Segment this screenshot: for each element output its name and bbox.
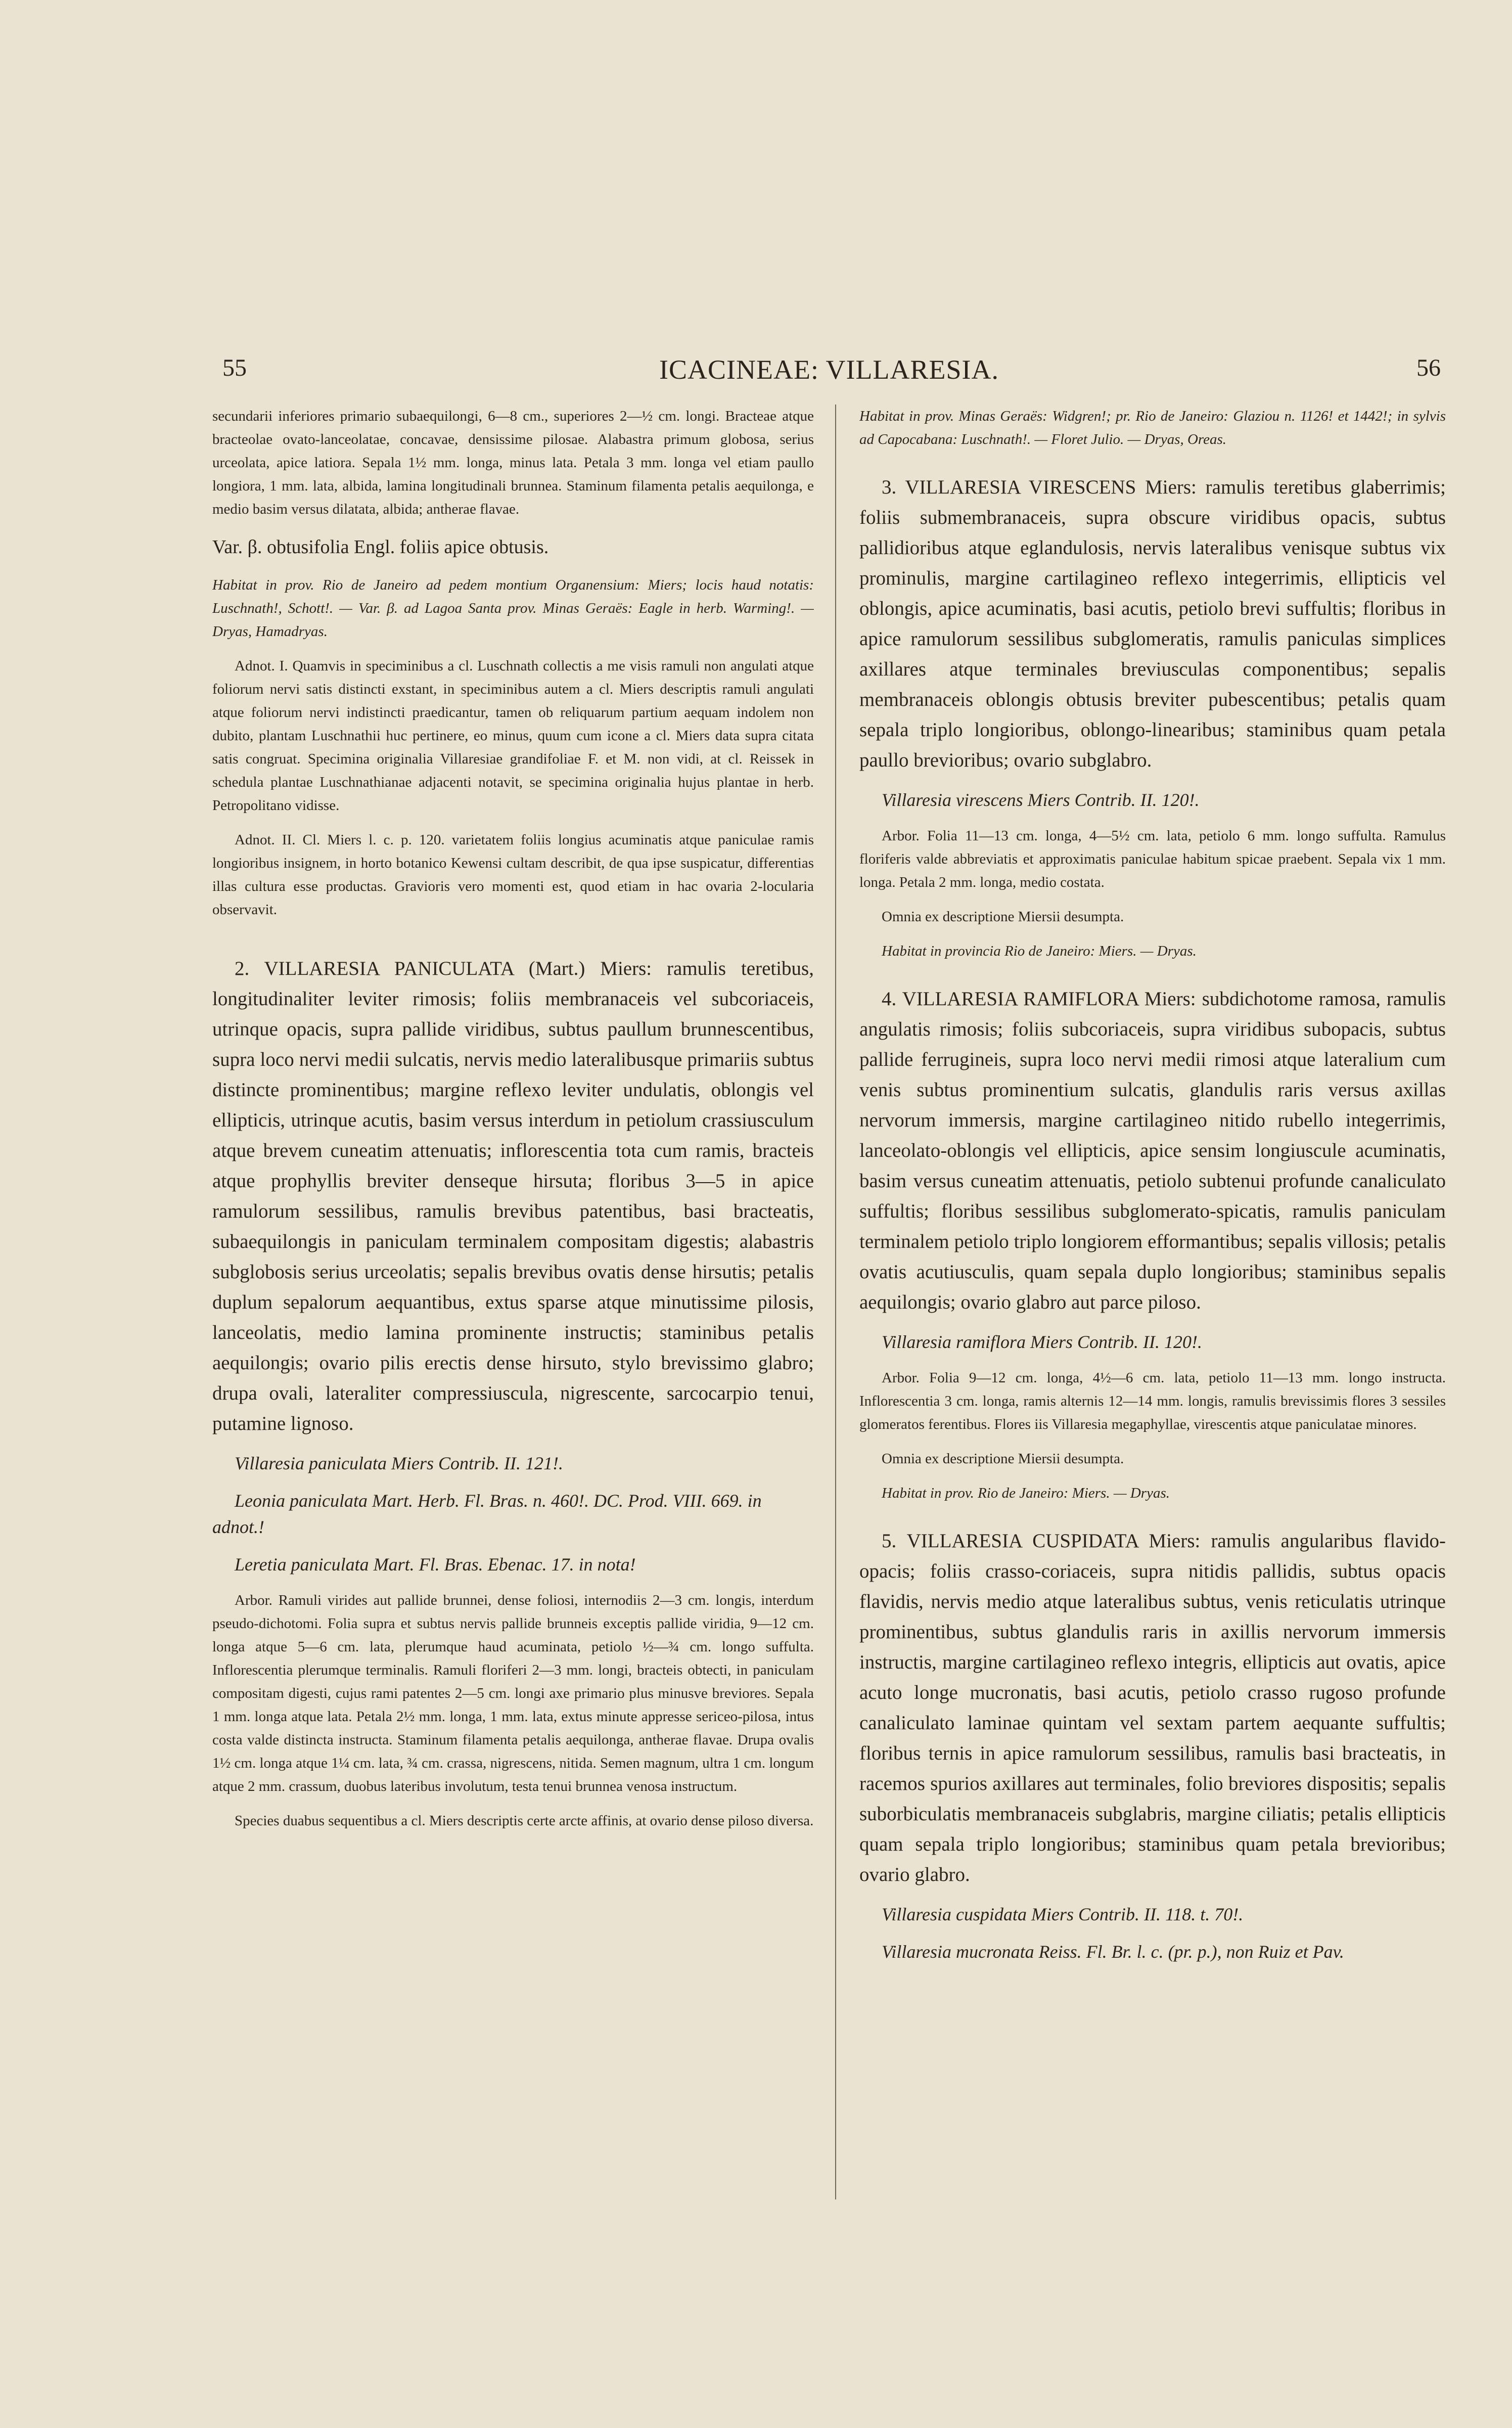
synonym-line: Villaresia virescens Miers Contrib. II. 120!. [882, 790, 1200, 810]
arbor-description: Arbor. Ramuli virides aut pallide brunnei, dense foliosi, internodiis 2—3 cm. longis, interdum pseudo-dichotomi. Folia supra et subtus nervis pallide brunneis exceptis pallide viridia, 9—12 cm. longa atque 5—6 cm. lata, plerumque haud acuminata, petiolo ½—¾ cm. longo suffulta. Inflorescentia plerumque terminalis. Ramuli floriferi 2—3 mm. longi, bracteis obtecti, in paniculam compositam digesti, cujus rami patentes 2—5 cm. longi axe primario plus minusve breviores. Sepala 1 mm. longa atque lata. Petala 2½ mm. longa, 1 mm. lata, extus minute appresse sericeo-pilosa, intus costa valde distincta instructa. Staminum filamenta petalis aequilonga, antherae flavae. Drupa ovalis 1½ cm. longa atque 1¼ cm. lata, ¾ cm. crassa, nigrescens, nitida. Semen magnum, ultra 1 cm. longum atque 2 mm. crassum, duobus lateribus involutum, testa tenui brunnea venosa instructum. [212, 1592, 814, 1794]
species-paniculata: 2. VILLARESIA PANICULATA (Mart.) Miers: ramulis teretibus, longitudinaliter leviter rimosis; foliis membranaceis vel subcoriaceis, utrinque opacis, supra pallide viridibus, subtus paullum brunnescentibus, supra loco nervi medii sulcatis, nervis medio lateralibusque primariis subtus distincte prominentibus; margine reflexo leviter undulatis, oblongis vel ellipticis, utrinque acutis, basim versus interdum in petiolum crassiusculum atque brevem cuneatim attenuatis; inflorescentia tota cum ramis, bracteis atque prophyllis breviter denseque hirsuta; floribus 3—5 in apice ramulorum sessilibus, ramulis brevibus patentibus, basi bracteatis, subaequilongis in paniculam terminalem compositam digestis; alabastris subglobosis serius urceolatis; sepalis brevibus ovatis dense hirsutis; petalis duplum sepalorum aequantibus, extus sparse atque minutissime pilosis, lanceolatis, medio lamina prominente instructis; staminibus petalis aequilongis; ovario pilis erectis dense hirsuto, stylo brevissimo glabro; drupa ovali, lateraliter compressiuscula, nigrescente, sarcocarpio tenui, putamine lignoso. [212, 958, 814, 1434]
variety-beta: Var. β. obtusifolia Engl. foliis apice obtusis. [212, 536, 549, 558]
synonym-line: Leretia paniculata Mart. Fl. Bras. Ebenac. 17. in nota! [235, 1554, 636, 1575]
running-header [212, 354, 1446, 394]
species-cuspidata: 5. VILLARESIA CUSPIDATA Miers: ramulis angularibus flavido-opacis; foliis crasso-coriaceis, supra nitidis pallidis, subtus opacis flavidis, nervis medio atque lateralibus subtus, venis reticulatis utrinque prominentibus, subtus glandulis raris in axillis nervorum immersis instructis, margine cartilagineo reflexo integris, ellipticis aut ovatis, apice acuto longe mucronatis, basi acutis, petiolo crasso rugoso profunde canaliculato laminae quintam vel sextam partem aequante suffultis; floribus ternis in apice ramulorum sessilibus, ramulis basi bracteatis, in racemos spurios axillares aut terminales, folio breviores dispositis; sepalis suborbiculatis membranaceis subglabris, margine ciliatis; petalis ellipticis quam sepala triplo longioribus; staminibus quam petala brevioribus; ovario glabro. [859, 1530, 1446, 1885]
species-ramiflora: 4. VILLARESIA RAMIFLORA Miers: subdichotome ramosa, ramulis angulatis rimosis; foliis subcoriaceis, supra viridibus subopacis, subtus pallide ferrugineis, supra loco nervi medii rimosi atque lateralium cum venis subtus prominentium sulcatis, glandulis raris versus axillas nervorum immersis, margine cartilagineo nitido rubello integerrimis, lanceolato-oblongis vel ellipticis, apice sensim longiuscule acuminatis, basim versus cuneatim attenuatis, petiolo subtenui profunde canaliculato suffultis; floribus sessilibus subglomerato-spicatis, ramulis paniculam terminalem petiolo triplo longiorem efformantibus; sepalis villosis; petalis ovatis acutiusculis, quam sepala duplo longioribus; staminibus sepalis aequilongis; ovario glabro aut parce piloso. [859, 988, 1446, 1313]
synonym-line: Leonia paniculata Mart. Herb. Fl. Bras. n. 460!. DC. Prod. VIII. 669. in adnot.! [212, 1491, 762, 1537]
habitat-paragraph: Habitat in prov. Rio de Janeiro ad pedem montium Organensium: Miers; locis haud notatis: Luschnath!, Schott!. — Var. β. ad Lagoa Santa prov. Minas Geraës: Eagle in herb. Warming!. — Dryas, Hamadryas. [212, 577, 814, 640]
left-column [212, 404, 814, 2199]
synonym-line: Villaresia cuspidata Miers Contrib. II. 118. t. 70!. [882, 1904, 1244, 1924]
source-note: Omnia ex descriptione Miersii desumpta. [882, 1451, 1124, 1467]
right-column [859, 404, 1446, 2199]
synonym-line: Villaresia ramiflora Miers Contrib. II. 120!. [882, 1332, 1202, 1352]
habitat-paragraph: Habitat in prov. Rio de Janeiro: Miers. — Dryas. [882, 1485, 1170, 1501]
synonym-line: Villaresia paniculata Miers Contrib. II. 121!. [235, 1453, 563, 1473]
habitat-paragraph: Habitat in prov. Minas Geraës: Widgren!; pr. Rio de Janeiro: Glaziou n. 1126! et 1442!; in sylvis ad Capocabana: Luschnath!. — Floret Julio. — Dryas, Oreas. [859, 408, 1446, 447]
synonym-line: Villaresia mucronata Reiss. Fl. Br. l. c. (pr. p.), non Ruiz et Pav. [882, 1942, 1344, 1962]
species-note: Species duabus sequentibus a cl. Miers descriptis certe arcte affinis, at ovario dense piloso diversa. [235, 1813, 814, 1829]
description-continued: secundarii inferiores primario subaequilongi, 6—8 cm., superiores 2—½ cm. longi. Bracteae atque bracteolae ovato-lanceolatae, concavae, densissime pilosae. Alabastra primum globosa, serius urceolata, apice latiora. Sepala 1½ mm. longa, minus lata. Petala 3 mm. longa vel etiam paullo longiora, 1 mm. lata, albida, lamina longitudinali brunnea. Staminum filamenta petalis aequilonga, e medio basim versus dilatata, albida; antherae flavae. [212, 408, 814, 517]
source-note: Omnia ex descriptione Miersii desumpta. [882, 909, 1124, 925]
page-number-left: 55 [222, 354, 247, 381]
arbor-description: Arbor. Folia 11—13 cm. longa, 4—5½ cm. lata, petiolo 6 mm. longo suffulta. Ramulus floriferis valde abbreviatis et approximatis paniculae habitum spicae praebent. Sepala vix 1 mm. longa. Petala 2 mm. longa, medio costata. [859, 828, 1446, 890]
annotation-one: Adnot. I. Quamvis in speciminibus a cl. Luschnath collectis a me visis ramuli non angulati atque foliorum nervi satis distincti exstant, in speciminibus autem a cl. Miers descriptis ramuli angulati atque foliorum nervi indistincti praedicantur, tamen ob reliquarum partium aequam indolem non dubito, plantam Luschnathii huc pertinere, eo minus, quum cum icone a cl. Miers data supra citata satis congruat. Specimina originalia Villaresiae grandifoliae F. et M. non vidi, at cl. Reissek in schedula plantae Luschnathianae adjacenti notavit, se specimina originalia hujus plantae in herb. Petropolitano vidisse. [212, 658, 814, 814]
annotation-two: Adnot. II. Cl. Miers l. c. p. 120. varietatem foliis longius acuminatis atque paniculae ramis longioribus insignem, in horto botanico Kewensi cultam describit, de qua ipse suspicatur, differentias illas cultura esse productas. Gravioris vero momenti est, quod etiam in hac ovaria 2-locularia observavit. [212, 832, 814, 918]
arbor-description: Arbor. Folia 9—12 cm. longa, 4½—6 cm. lata, petiolo 11—13 mm. longo instructa. Inflorescentia 3 cm. longa, ramis alternis 12—14 mm. longis, ramulis brevissimis flores 3 sessiles glomeratos ferentibus. Flores iis Villaresia megaphyllae, virescentis atque paniculatae minores. [859, 1370, 1446, 1432]
running-title: ICACINEAE: VILLARESIA. [659, 354, 999, 385]
species-virescens: 3. VILLARESIA VIRESCENS Miers: ramulis teretibus glaberrimis; foliis submembranaceis, supra obscure viridibus opacis, subtus pallidioribus atque eglandulosis, nervis lateralibus venisque subtus vix prominulis, margine cartilagineo reflexo integerrimis, ellipticis vel oblongis, apice acuminatis, basi acutis, petiolo brevi suffultis; floribus in apice ramulorum sessilibus subglomeratis, ramulis paniculas simplices axillares atque terminales breviusculas componentibus; sepalis membranaceis oblongis obtusis breviter pubescentibus; petalis quam sepala triplo longioribus, oblongo-linearibus; staminibus quam petala paullo brevioribus; ovario subglabro. [859, 476, 1446, 771]
page-number-right: 56 [1416, 354, 1441, 381]
habitat-paragraph: Habitat in provincia Rio de Janeiro: Miers. — Dryas. [882, 943, 1197, 959]
column-divider [835, 404, 836, 2199]
